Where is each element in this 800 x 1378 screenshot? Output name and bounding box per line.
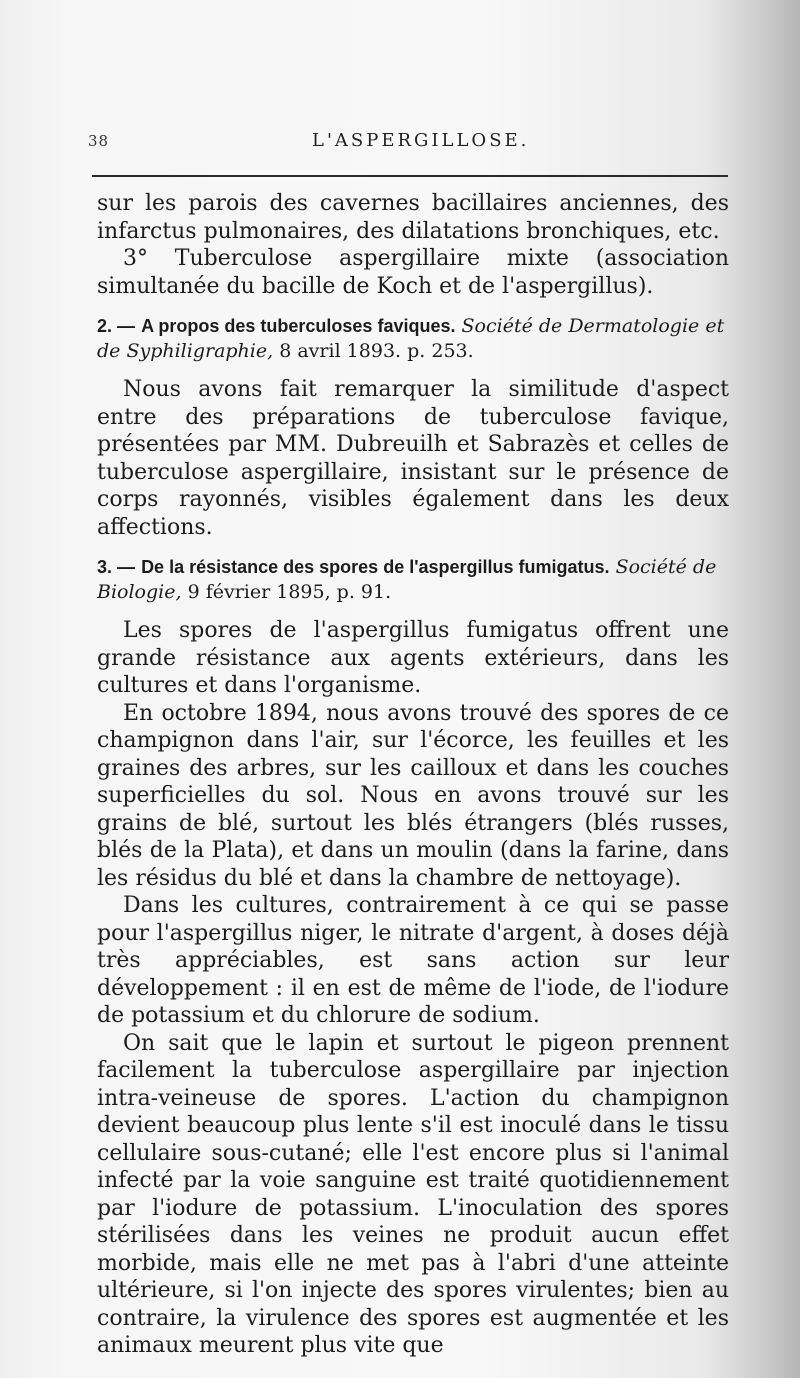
running-title: L'ASPERGILLOSE.	[312, 130, 530, 151]
page-header	[0, 128, 800, 158]
entry-title: De la résistance des spores de l'aspergillus fumigatus.	[141, 557, 610, 577]
paragraph-inoculation: On sait que le lapin et surtout le pigeon prennent facilement la tuberculose aspergillaire par injection intra-veineuse de spores. L'action du champignon devient beaucoup plus lente s'il est inoculé dans le tissu cellulaire sous-cutané; elle l'est encore plus si l'animal infecté par la voie sanguine est traité quotidiennement par l'iodure de potassium. L'inoculation des spores stérilisées dans les veines ne produit aucun effet morbide, mais elle ne met pas à l'abri d'une atteinte ultérieure, si l'on injecte des spores virulentes; bien au contraire, la virulence des spores est augmentée et les animaux meurent plus vite que	[97, 1030, 729, 1358]
paragraph-resistance: Les spores de l'aspergillus fumigatus offrent une grande résistance aux agents extérieurs, dans les cultures et dans l'organisme.	[97, 618, 729, 698]
header-rule	[92, 175, 728, 177]
entry-details: 8 avril 1893. p. 253.	[279, 340, 474, 362]
entry-details: 9 février 1895, p. 91.	[187, 581, 392, 603]
paragraph-continuation: sur les parois des cavernes bacillaires anciennes, des infarctus pulmonaires, des dilatations bronchiques, etc.	[97, 191, 729, 244]
entry-source: Société de Dermatologie et de Syphiligraphie,	[97, 315, 725, 362]
bibliography-entry-2	[97, 314, 729, 364]
paragraph-favic: Nous avons fait remarquer la similitude d'aspect entre des préparations de tuberculose favique, présentées par MM. Dubreuilh et Sabrazès et celles de tuberculose aspergillaire, insistant sur le présence de corps rayonnés, visibles également dans les deux affections.	[97, 377, 729, 540]
paragraph-october-1894: En octobre 1894, nous avons trouvé des spores de ce champignon dans l'air, sur l'écorce, les feuilles et les graines des arbres, sur les cailloux et dans les couches superficielles du sol. Nous en avons trouvé sur les grains de blé, surtout les blés étrangers (blés russes, blés de la Plata), et dans un moulin (dans la farine, dans les résidus du blé et dans la chambre de nettoyage).	[97, 700, 729, 891]
page-number: 38	[88, 132, 110, 150]
entry-title: A propos des tuberculoses faviques.	[141, 316, 456, 336]
entry-number: 3. —	[97, 557, 136, 577]
body-text	[97, 190, 729, 1360]
bibliography-entry-3	[97, 555, 729, 605]
paragraph-cultures: Dans les cultures, contrairement à ce qui se passe pour l'aspergillus niger, le nitrate d'argent, à doses déjà très appréciables, est sans action sur leur développement : il en est de même de l'iode, de l'iodure de potassium et du chlorure de sodium.	[97, 893, 729, 1028]
entry-source: Société de Biologie,	[97, 556, 717, 603]
entry-number: 2. —	[97, 316, 136, 336]
paragraph-mixed-tuberculosis: 3° Tuberculose aspergillaire mixte (association simultanée du bacille de Koch et de l'aspergillus).	[97, 246, 729, 299]
